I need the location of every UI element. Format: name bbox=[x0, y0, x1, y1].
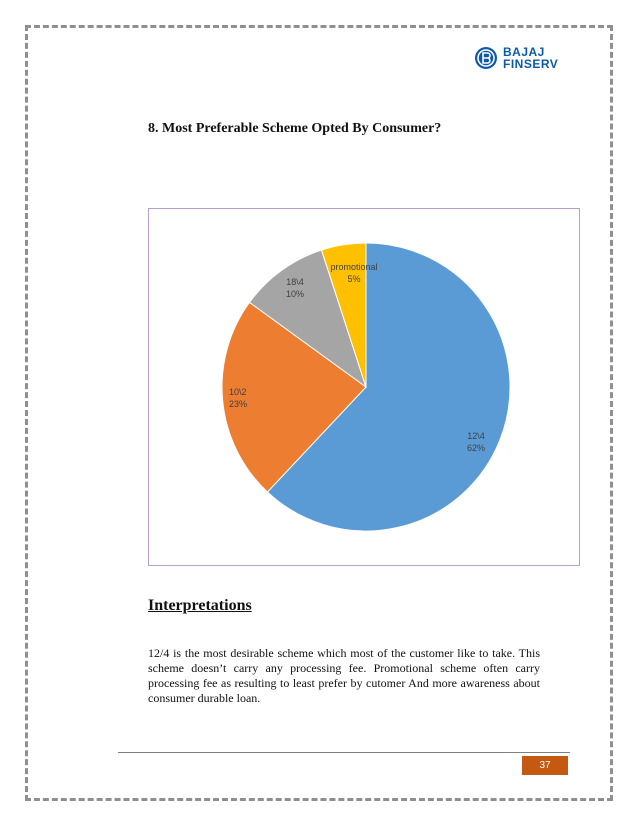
slice-percent-2: 10% bbox=[285, 289, 305, 299]
bajaj-finserv-logo-icon bbox=[474, 46, 498, 70]
slice-label-1: 10\2 bbox=[229, 387, 247, 397]
page-number: 37 bbox=[522, 756, 568, 775]
slice-percent-1: 23% bbox=[229, 399, 248, 409]
pie-chart-svg bbox=[149, 209, 579, 565]
bajaj-finserv-logo bbox=[474, 46, 558, 70]
footer-divider bbox=[118, 752, 570, 753]
slice-label-0: 12\4 bbox=[467, 431, 485, 441]
logo-line-2: FINSERV bbox=[503, 57, 559, 71]
slice-label-2: 18\4 bbox=[286, 277, 304, 287]
pie-chart bbox=[148, 208, 580, 566]
slice-percent-3: 5% bbox=[347, 274, 361, 284]
logo-line-1: BAJAJ bbox=[503, 45, 545, 59]
interpretations-body: 12/4 is the most desirable scheme which most of the customer like to take. This scheme doesn’t carry any processing fee. Promotional scheme often carry processing fee as resulting to least prefer by cutomer And more awareness about consumer durable loan. bbox=[148, 646, 540, 705]
interpretations-title: Interpretations bbox=[148, 597, 252, 614]
slice-label-3: promotional bbox=[330, 262, 378, 272]
slice-percent-0: 62% bbox=[466, 443, 486, 453]
section-heading: 8. Most Preferable Scheme Opted By Consumer? bbox=[148, 121, 442, 136]
